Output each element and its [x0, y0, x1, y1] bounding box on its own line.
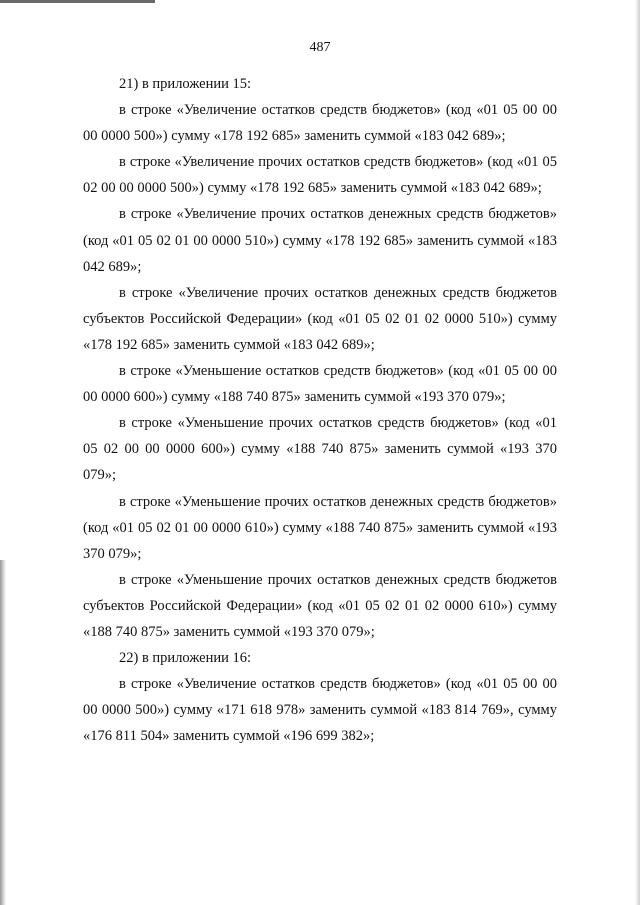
paragraph-appendix-15-heading: 21) в приложении 15: — [119, 76, 252, 92]
document-body — [83, 71, 557, 749]
paragraph: в строке «Уменьшение прочих остатков средств бюджетов» (код «01 05 02 00 00 0000 600») сумму «188 740 875» заменить суммой «193 370 079»; — [83, 415, 557, 484]
paragraph: в строке «Уменьшение остатков средств бюджетов» (код «01 05 00 00 00 0000 600») сумму «188 740 875» заменить суммой «193 370 079»; — [83, 363, 557, 406]
scan-edge-left — [0, 560, 6, 905]
paragraph: в строке «Уменьшение прочих остатков денежных средств бюджетов субъектов Российской Федерации» (код «01 05 02 01 02 0000 610») сумму «188 740 875» заменить суммой «193 370 079»; — [83, 571, 557, 640]
paragraph: в строке «Увеличение прочих остатков денежных средств бюджетов» (код «01 05 02 01 00 0000 510») сумму «178 192 685» заменить суммой «183 042 689»; — [83, 206, 557, 275]
paragraph: в строке «Уменьшение прочих остатков денежных средств бюджетов» (код «01 05 02 01 00 0000 610») сумму «188 740 875» заменить суммой «193 370 079»; — [83, 493, 557, 562]
paragraph: в строке «Увеличение прочих остатков денежных средств бюджетов субъектов Российской Федерации» (код «01 05 02 01 02 0000 510») сумму «178 192 685» заменить суммой «183 042 689»; — [83, 284, 557, 353]
paragraph: в строке «Увеличение прочих остатков средств бюджетов» (код «01 05 02 00 00 0000 500») сумму «178 192 685» заменить суммой «183 042 689»; — [83, 154, 557, 197]
paragraph: в строке «Увеличение остатков средств бюджетов» (код «01 05 00 00 00 0000 500») сумму «171 618 978» заменить суммой «183 814 769», сумму «176 811 504» заменить суммой «196 699 382»; — [83, 676, 557, 745]
page-number: 487 — [309, 40, 331, 55]
paragraph-appendix-16-heading: 22) в приложении 16: — [119, 650, 252, 667]
scan-edge-right — [635, 0, 640, 905]
paragraph: в строке «Увеличение остатков средств бюджетов» (код «01 05 00 00 00 0000 500») сумму «178 192 685» заменить суммой «183 042 689»; — [83, 102, 557, 145]
scan-edge-top — [0, 0, 155, 3]
